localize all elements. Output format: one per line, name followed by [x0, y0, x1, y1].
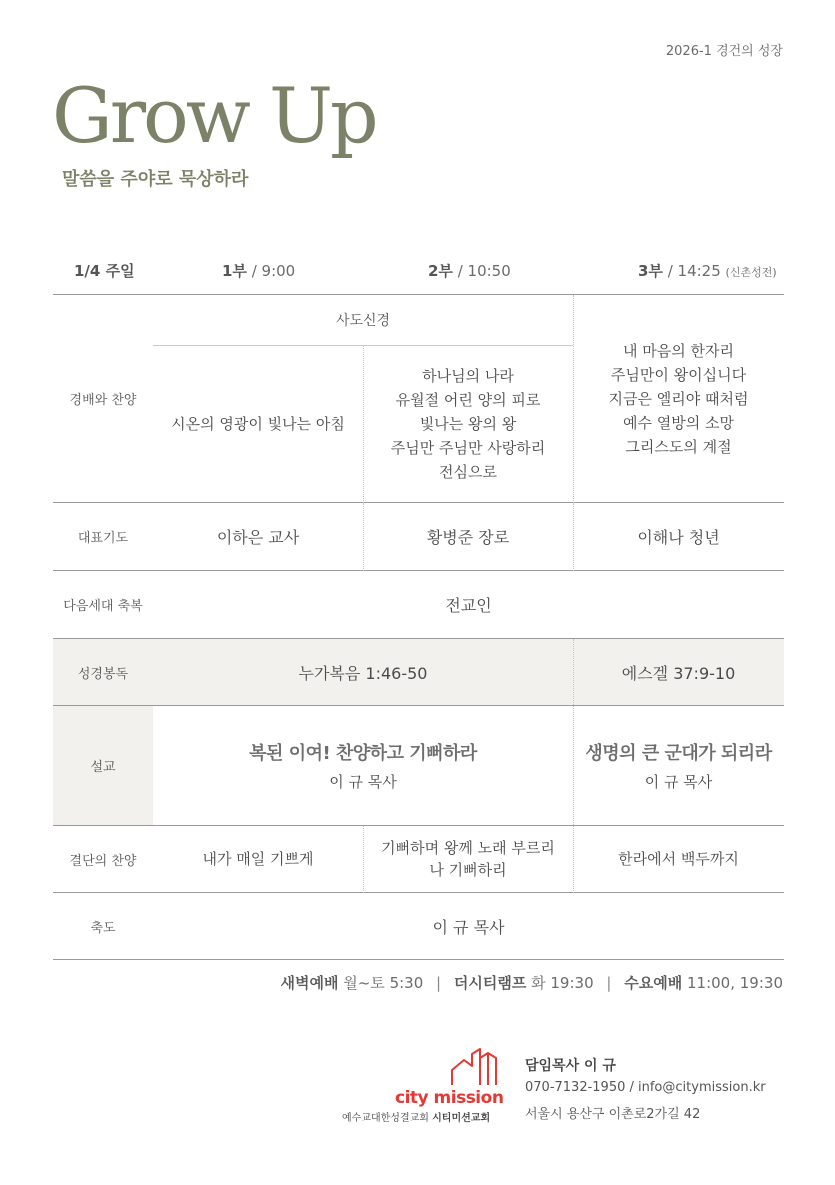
church-building-icon	[450, 1048, 498, 1086]
song-item: 하나님의 나라	[422, 367, 514, 385]
decision-service-1: 내가 매일 기쁘게	[202, 850, 314, 868]
reading-service-1-2: 누가복음 1:46-50	[298, 663, 428, 683]
song-item: 유월절 어린 양의 피로	[395, 391, 541, 409]
prayer-service-1: 이하은 교사	[216, 528, 300, 547]
song-line: 나 기뻐하리	[429, 861, 507, 879]
schedule-time: 월~토 5:30	[343, 974, 424, 992]
schedule-time: 화 19:30	[531, 974, 594, 992]
nextgen-label: 다음세대 축복	[63, 599, 143, 614]
separator: |	[436, 974, 442, 992]
senior-pastor: 담임목사 이 규	[525, 1058, 616, 1074]
weekly-schedule	[281, 972, 784, 993]
logo-wordmark: city mission	[395, 1088, 504, 1108]
reading-service-3: 에스겔 37:9-10	[621, 663, 736, 683]
benediction-label: 축도	[90, 920, 116, 936]
contact-info: 070-7132-1950 / info@citymission.kr	[525, 1080, 766, 1095]
worship-service-3	[573, 295, 784, 502]
song-item: 전심으로	[439, 463, 497, 481]
page-title: Grow Up	[52, 71, 376, 160]
prayer-service-2: 황병준 장로	[426, 528, 510, 547]
sermon-preacher: 이 규 목사	[329, 773, 397, 791]
service-1-header: 1부 / 9:00	[222, 262, 296, 280]
worship-service-1: 시온의 영광이 빛나는 아침	[171, 415, 345, 433]
decision-label: 결단의 찬양	[69, 853, 137, 869]
reading-label: 성경봉독	[77, 666, 129, 682]
apostles-creed: 사도신경	[335, 313, 391, 329]
sermon-service-3	[573, 706, 784, 825]
sermon-title: 생명의 큰 군대가 되리라	[585, 743, 772, 764]
table-bottom-rule	[53, 959, 784, 960]
song-item: 예수 열방의 소망	[623, 413, 734, 432]
sermon-label: 설교	[90, 760, 116, 775]
page-subtitle: 말씀을 주야로 묵상하라	[62, 169, 249, 190]
prayer-service-3: 이해나 청년	[637, 528, 720, 547]
worship-label: 경배와 찬양	[69, 393, 137, 408]
schedule-time: 11:00, 19:30	[687, 974, 783, 992]
song-item: 주님만 주님만 사랑하리	[390, 439, 546, 457]
nextgen-value: 전교인	[445, 596, 492, 615]
separator: |	[606, 974, 612, 992]
sermon-preacher: 이 규 목사	[644, 773, 713, 791]
prayer-label: 대표기도	[77, 531, 129, 546]
benediction-value: 이 규 목사	[432, 917, 505, 937]
schedule-label: 수요예배	[624, 974, 683, 992]
schedule-label: 새벽예배	[280, 974, 339, 992]
series-label: 2026-1 경건의 성장	[665, 44, 783, 59]
church-address: 서울시 용산구 이촌로2가길 42	[525, 1107, 701, 1122]
song-item: 빛나는 왕의 왕	[419, 415, 517, 433]
worship-service-2	[363, 346, 573, 502]
song-item: 주님만이 왕이십니다	[610, 365, 747, 384]
sermon-title: 복된 이여! 찬양하고 기뻐하라	[249, 743, 477, 764]
logo-subtitle: 예수교대한성결교회 시티미션교회	[342, 1113, 491, 1124]
song-item: 그리스도의 계절	[625, 437, 732, 456]
service-2-header: 2부 / 10:50	[428, 262, 511, 280]
decision-service-2	[363, 826, 573, 892]
sermon-service-1-2	[153, 706, 573, 825]
service-date: 1/4 주일	[74, 262, 135, 280]
service-3-header: 3부 / 14:25 (신촌성전)	[638, 262, 777, 280]
schedule-label: 더시티램프	[453, 974, 527, 992]
decision-service-3: 한라에서 백두까지	[618, 850, 739, 868]
song-item: 내 마음의 한자리	[623, 341, 734, 360]
song-line: 기뻐하며 왕께 노래 부르리	[381, 839, 555, 857]
song-item: 지금은 엘리야 때처럼	[608, 389, 749, 408]
